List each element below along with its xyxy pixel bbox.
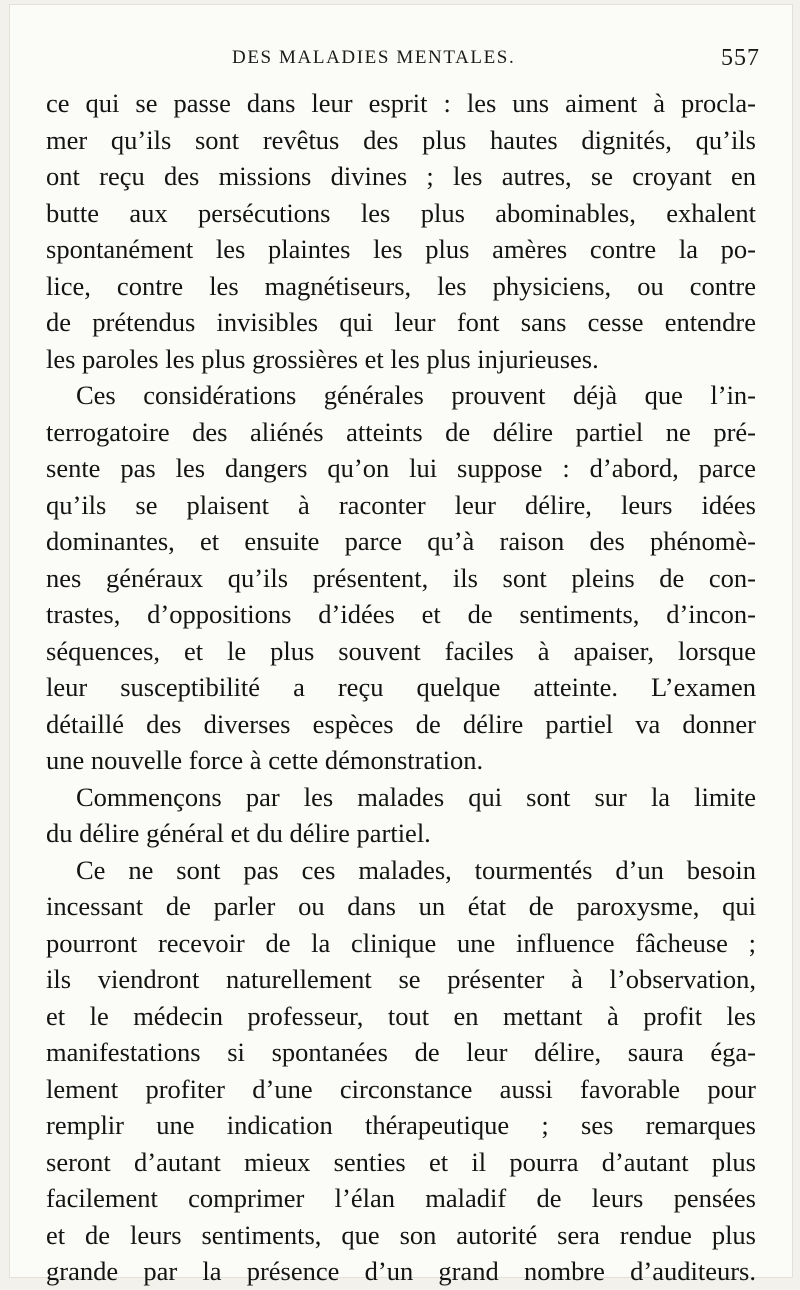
text-line: incessant de parler ou dans un état de paroxysme, qui — [46, 891, 756, 921]
text-line: séquences, et le plus souvent faciles à apaiser, lorsque — [46, 635, 756, 666]
text-line: dominantes, et ensuite parce qu’à raison des phénomè- — [46, 526, 756, 556]
text-line: les paroles les plus grossières et les plus injurieuses. — [46, 343, 599, 374]
text-line: nes généraux qu’ils présentent, ils sont pleins de con- — [46, 562, 756, 593]
text-line: manifestations si spontanées de leur délire, saura éga- — [46, 1037, 756, 1067]
text-line: détaillé des diverses espèces de délire partiel va donner — [46, 708, 756, 739]
text-line: remplir une indication thérapeutique ; ses remarques — [46, 1110, 756, 1140]
book-page — [10, 5, 792, 1286]
text-line: grande par la présence d’un grand nombre d’auditeurs. — [46, 1256, 756, 1286]
text-line: qu’ils se plaisent à raconter leur délire, leurs idées — [46, 489, 756, 520]
text-line: sente pas les dangers qu’on lui suppose : d’abord, parce — [46, 453, 756, 483]
text-line: du délire général et du délire partiel. — [46, 818, 431, 848]
text-line: leur susceptibilité a reçu quelque atteinte. L’examen — [46, 672, 756, 702]
text-line: spontanément les plaintes les plus amères contre la po- — [46, 234, 756, 264]
text-line: Commençons par les malades qui sont sur la limite — [76, 781, 756, 812]
text-line: seront d’autant mieux senties et il pourra d’autant plus — [46, 1146, 756, 1177]
page-number: 557 — [721, 45, 760, 71]
body-text — [46, 85, 756, 1290]
text-line: facilement comprimer l’élan maladif de leurs pensées — [46, 1183, 756, 1213]
text-line: pourront recevoir de la clinique une influence fâcheuse ; — [46, 927, 756, 958]
running-head — [10, 43, 792, 73]
text-line: lice, contre les magnétiseurs, les physiciens, ou contre — [46, 270, 756, 301]
text-line: Ce ne sont pas ces malades, tourmentés d’un besoin — [76, 854, 756, 885]
text-line: trastes, d’oppositions d’idées et de sentiments, d’incon- — [46, 599, 756, 629]
text-line: mer qu’ils sont revêtus des plus hautes dignités, qu’ils — [46, 124, 756, 155]
text-line: et de leurs sentiments, que son autorité sera rendue plus — [46, 1219, 756, 1250]
text-line: ont reçu des missions divines ; les autres, se croyant en — [46, 161, 756, 191]
text-line: Ces considérations générales prouvent déjà que l’in- — [76, 380, 756, 410]
text-line: lement profiter d’une circonstance aussi favorable pour — [46, 1073, 756, 1104]
text-line: ce qui se passe dans leur esprit : les uns aiment à procla- — [46, 88, 756, 118]
text-line: terrogatoire des aliénés atteints de délire partiel ne pré- — [46, 416, 756, 447]
text-line: ils viendront naturellement se présenter à l’observation, — [46, 964, 756, 994]
text-line: butte aux persécutions les plus abominables, exhalent — [46, 197, 756, 228]
running-title: DES MALADIES MENTALES. — [232, 47, 516, 68]
text-line: de prétendus invisibles qui leur font sans cesse entendre — [46, 307, 756, 337]
text-line: et le médecin professeur, tout en mettant à profit les — [46, 1000, 756, 1031]
text-line: une nouvelle force à cette démonstration. — [46, 745, 484, 775]
